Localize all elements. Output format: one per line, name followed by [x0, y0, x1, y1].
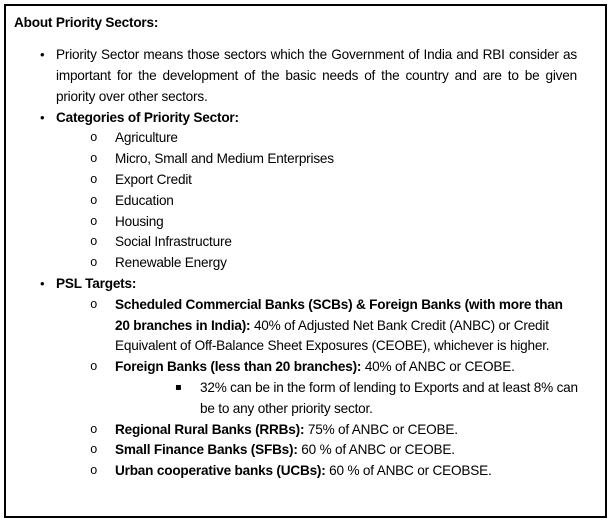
category-item-export-credit [90, 170, 577, 191]
square-bullet-icon: ▪ [175, 382, 182, 394]
category-item-agriculture [90, 128, 577, 149]
category-label: Housing [115, 213, 164, 229]
psl-target-text [115, 357, 577, 378]
category-label: Social Infrastructure [115, 234, 232, 250]
circle-bullet-icon: o [90, 422, 98, 437]
about-priority-sectors-box [4, 4, 607, 518]
category-item-renewable-energy [90, 253, 577, 274]
circle-bullet-icon: o [90, 214, 98, 229]
circle-bullet-icon: o [90, 193, 98, 208]
psl-target-item-foreign-banks [90, 357, 577, 378]
circle-bullet-icon: o [90, 173, 98, 188]
circle-bullet-icon: o [90, 360, 98, 375]
psl-target-text [115, 461, 577, 482]
page-title: About Priority Sectors: [14, 15, 159, 30]
circle-bullet-icon: o [90, 152, 98, 167]
psl-target-item-scb [90, 295, 577, 357]
psl-target-text [115, 420, 577, 441]
psl-target-label: Urban cooperative banks (UCBs): [115, 463, 326, 479]
psl-target-note: 32% can be in the form of lending to Exports and at least 8% can be to any other priority sector. [200, 380, 578, 416]
category-item-housing [90, 212, 577, 233]
circle-bullet-icon: o [90, 131, 98, 146]
circle-bullet-icon: o [90, 443, 98, 458]
psl-target-label: Regional Rural Banks (RRBs): [115, 421, 305, 437]
category-item-social-infrastructure [90, 232, 577, 253]
bullet-icon: • [40, 109, 45, 125]
psl-target-item-sfb [90, 440, 577, 461]
categories-heading-item [40, 108, 577, 129]
psl-targets-heading-item [40, 274, 577, 295]
circle-bullet-icon: o [90, 235, 98, 250]
psl-target-label: Foreign Banks (less than 20 branches): [115, 359, 362, 375]
psl-target-label: Small Finance Banks (SFBs): [115, 442, 298, 458]
category-label: Renewable Energy [115, 255, 227, 271]
psl-targets-heading: PSL Targets: [56, 276, 137, 292]
category-label: Micro, Small and Medium Enterprises [115, 151, 334, 167]
category-label: Agriculture [115, 130, 178, 146]
psl-target-item-ucb [90, 461, 577, 482]
bullet-icon: • [40, 47, 45, 63]
category-item-education [90, 191, 577, 212]
psl-target-value: 75% of ANBC or CEOBE. [307, 421, 458, 437]
psl-target-note-item [175, 378, 589, 420]
psl-target-item-rrb [90, 420, 577, 441]
psl-target-text [115, 295, 577, 357]
category-item-msme [90, 149, 577, 170]
psl-target-text [115, 440, 577, 461]
bullet-icon: • [40, 276, 45, 292]
circle-bullet-icon: o [90, 464, 98, 479]
intro-text: Priority Sector means those sectors which the Government of India and RBI consider as important for the development of the basic needs of the country and are to be given priority over other sectors. [56, 47, 577, 104]
psl-target-value: 60 % of ANBC or CEOBE. [301, 442, 455, 458]
category-label: Education [115, 192, 174, 208]
psl-target-label: Scheduled Commercial Banks (SCBs) & Foreign Banks (with more than 20 branches in India): [115, 296, 563, 333]
psl-target-value: 40% of ANBC or CEOBE. [364, 359, 515, 375]
psl-target-value: 60 % of ANBC or CEOBSE. [329, 463, 492, 479]
psl-target-value: 40% of Adjusted Net Bank Credit (ANBC) or Credit Equivalent of Off-Balance Sheet Exposures (CEOBE), whichever is higher. [115, 317, 550, 354]
circle-bullet-icon: o [90, 297, 98, 312]
category-label: Export Credit [115, 172, 192, 188]
categories-heading: Categories of Priority Sector: [56, 109, 239, 125]
intro-list-item [40, 45, 577, 107]
circle-bullet-icon: o [90, 256, 98, 271]
